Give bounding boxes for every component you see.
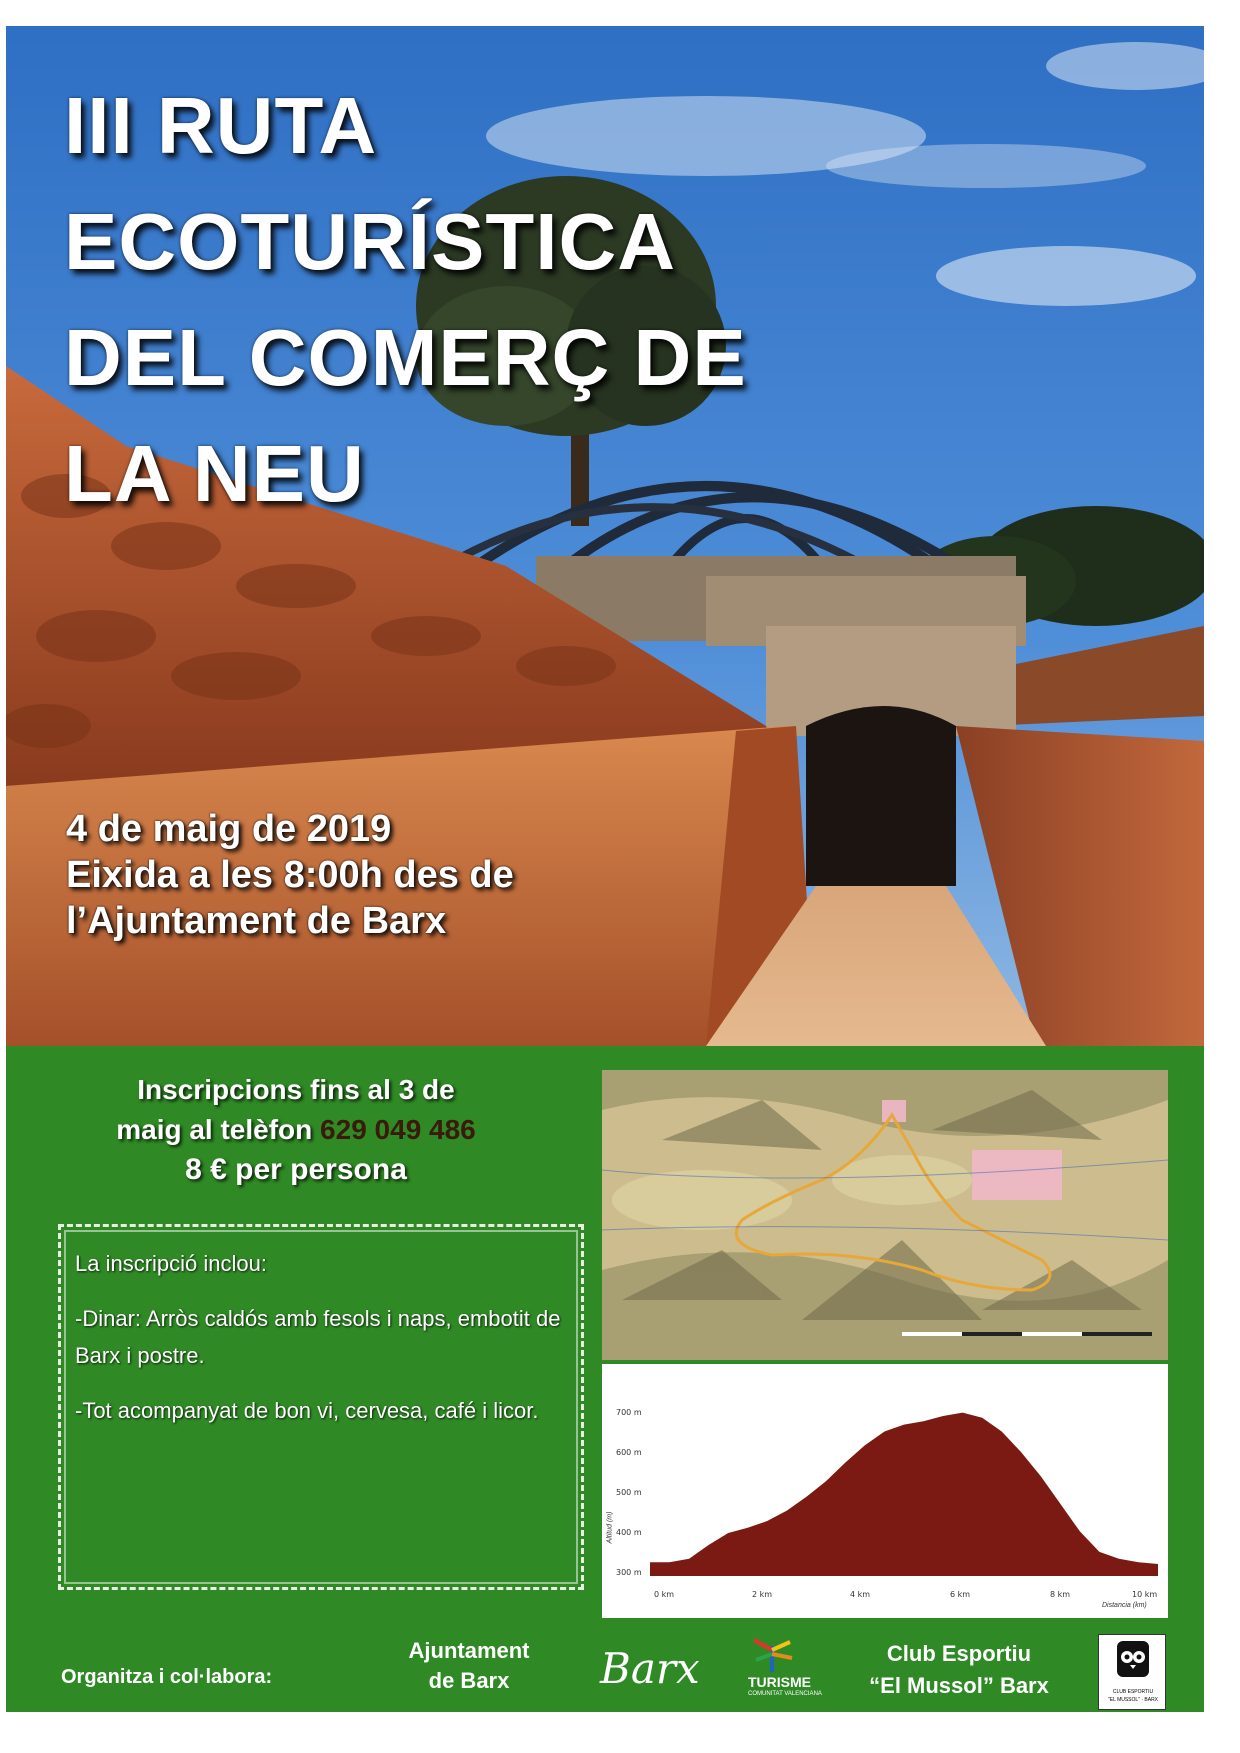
ajuntament-line-1: Ajuntament bbox=[408, 1638, 530, 1663]
club-line-1: Club Esportiu bbox=[886, 1641, 1032, 1666]
elevation-profile-chart bbox=[602, 1364, 1168, 1618]
y-tick-700: 700 m bbox=[616, 1408, 642, 1417]
y-axis-title: Altitud (m) bbox=[606, 1511, 614, 1544]
event-departure: Eixida a les 8:00h des de bbox=[66, 854, 514, 896]
x-tick-0: 0 km bbox=[654, 1590, 675, 1599]
x-axis-title: Distancia (km) bbox=[1102, 1602, 1147, 1609]
organizer-label: Organitza i col·labora: bbox=[61, 1666, 273, 1688]
poster bbox=[6, 26, 1204, 1712]
event-date: 4 de maig de 2019 bbox=[66, 808, 392, 850]
event-info bbox=[66, 806, 514, 944]
registration-line-2 bbox=[46, 1110, 546, 1150]
x-tick-10: 10 km bbox=[1132, 1590, 1158, 1599]
inclusions-box bbox=[58, 1224, 584, 1590]
y-tick-600: 600 m bbox=[616, 1448, 642, 1457]
turisme-logo bbox=[742, 1636, 832, 1700]
route-map bbox=[602, 1070, 1168, 1360]
elevation-area bbox=[650, 1413, 1158, 1576]
ajuntament-line-2: de Barx bbox=[428, 1668, 510, 1693]
turisme-label: TURISME bbox=[748, 1674, 811, 1690]
x-tick-2: 2 km bbox=[752, 1590, 773, 1599]
y-tick-300: 300 m bbox=[616, 1568, 642, 1577]
y-tick-400: 400 m bbox=[616, 1528, 642, 1537]
turisme-sublabel: COMUNITAT VALENCIANA bbox=[748, 1691, 822, 1697]
club-logo-text-1: CLUB ESPORTIU bbox=[1112, 1689, 1154, 1695]
route-map-illustration bbox=[602, 1070, 1168, 1360]
hero-photo bbox=[6, 26, 1204, 1046]
registration-price: 8 € per persona bbox=[185, 1153, 407, 1186]
title-line-4: LA NEU bbox=[64, 429, 365, 518]
x-tick-4: 4 km bbox=[850, 1590, 871, 1599]
registration-info bbox=[46, 1070, 546, 1190]
footer bbox=[6, 1632, 1204, 1712]
owl-club-logo bbox=[1098, 1634, 1166, 1710]
event-place: l’Ajuntament de Barx bbox=[66, 900, 447, 942]
inclusions-heading: La inscripció inclou: bbox=[75, 1251, 267, 1276]
barx-logo: Barx bbox=[600, 1644, 700, 1693]
registration-phone: 629 049 486 bbox=[320, 1114, 476, 1145]
x-tick-6: 6 km bbox=[950, 1590, 971, 1599]
owl-icon bbox=[1099, 1635, 1167, 1687]
title-line-2: ECOTURÍSTICA bbox=[64, 197, 676, 286]
event-title bbox=[64, 68, 747, 532]
turisme-star-icon bbox=[742, 1636, 802, 1676]
inclusion-item-meal: -Dinar: Arròs caldós amb fesols i naps, embotit de Barx i postre. bbox=[75, 1306, 561, 1368]
inclusion-item-drinks: -Tot acompanyat de bon vi, cervesa, café i licor. bbox=[75, 1398, 539, 1423]
x-tick-8: 8 km bbox=[1050, 1590, 1071, 1599]
registration-line-2-text: maig al telèfon bbox=[116, 1114, 321, 1145]
title-line-1: III RUTA bbox=[64, 81, 378, 170]
club-logo-text-2: "EL MUSSOL" · BARX bbox=[1107, 1697, 1159, 1703]
club-line-2: “El Mussol” Barx bbox=[869, 1673, 1049, 1698]
ajuntament-name bbox=[384, 1636, 554, 1696]
registration-line-1: Inscripcions fins al 3 de bbox=[137, 1074, 455, 1105]
title-line-3: DEL COMERÇ DE bbox=[64, 313, 747, 402]
elevation-profile bbox=[602, 1364, 1168, 1618]
y-tick-500: 500 m bbox=[616, 1488, 642, 1497]
club-name bbox=[844, 1638, 1074, 1702]
